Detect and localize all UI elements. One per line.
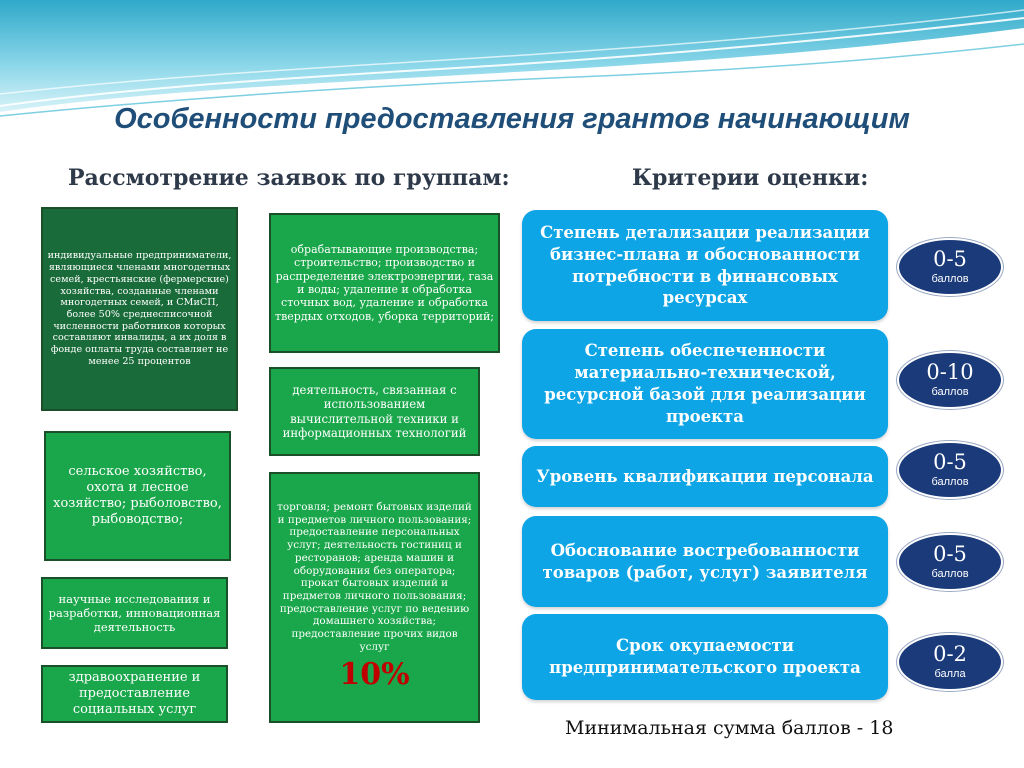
score-badge	[897, 441, 1003, 499]
score-range: 0-2	[933, 642, 967, 666]
criterion-demand-justification	[522, 516, 888, 607]
score-badge	[897, 633, 1003, 691]
percent-label: 10%	[339, 657, 410, 693]
score-range: 0-5	[933, 247, 967, 271]
score-range: 0-5	[933, 542, 967, 566]
group-box-healthcare	[41, 665, 228, 723]
group-box-agriculture	[44, 431, 231, 561]
criterion-payback-period	[522, 614, 888, 700]
group-text: торговля; ремонт бытовых изделий и предметов личного пользования; предоставление персональных услуг; деятельность гостиниц и ресторанов; аренда машин и оборудования без оператора; прокат бытовых изделий и предметов личного пользования; предоставление услуг по ведению домашнего хозяйства; предоставление прочих видов услуг	[277, 501, 472, 653]
criterion-business-plan	[522, 210, 888, 321]
criterion-text: Уровень квалификации персонала	[536, 466, 874, 486]
group-text: деятельность, связанная с использованием вычислительной техники и информационных технологий	[282, 382, 467, 440]
group-text: индивидуальные предприниматели, являющиеся членами многодетных семей, крестьянские (фермерские) хозяйства, созданные членами многодетных семей, и СМиСП, более 50% среднесписочной численности работников которых составляют инвалиды, а их доля в фонде оплаты труда составляет не менее 25 процентов	[47, 250, 232, 367]
criterion-text: Степень детализации реализации бизнес-плана и обоснованности потребности в финансовых ресурсах	[540, 222, 870, 308]
score-badge	[897, 238, 1003, 296]
score-range: 0-5	[933, 450, 967, 474]
score-unit: баллов	[931, 386, 969, 398]
group-text: обрабатывающие производства; строительство; производство и распределение электроэнергии, газа и воды; удаление и обработка сточных вод, удаление и обработка твердых отходов, уборка территорий;	[275, 242, 494, 323]
score-badge	[897, 351, 1003, 409]
group-text: сельское хозяйство, охота и лесное хозяйство; рыболовство, рыбоводство;	[53, 464, 222, 527]
score-unit: баллов	[931, 273, 969, 285]
group-text: научные исследования и разработки, инновационная деятельность	[48, 591, 221, 634]
score-range: 0-10	[926, 360, 974, 384]
criterion-text: Обоснование востребованности товаров (работ, услуг) заявителя	[542, 540, 868, 582]
slide-title: Особенности предоставления грантов начинающим	[114, 103, 910, 135]
group-text: здравоохранение и предоставление социальных услуг	[68, 670, 201, 717]
group-box-research	[41, 577, 228, 649]
group-box-manufacturing	[269, 213, 500, 353]
score-unit: баллов	[931, 568, 969, 580]
group-box-it	[269, 367, 480, 456]
minimum-score-note: Минимальная сумма баллов - 18	[565, 717, 894, 739]
score-badge	[897, 533, 1003, 591]
criterion-material-base	[522, 329, 888, 439]
group-box-trade-services	[269, 472, 480, 723]
score-unit: баллов	[931, 476, 969, 488]
criteria-heading: Критерии оценки:	[632, 165, 869, 191]
group-box-large-families	[41, 207, 238, 411]
criterion-text: Срок окупаемости предпринимательского проекта	[549, 636, 861, 677]
criterion-staff-qualification	[522, 446, 888, 507]
criterion-text: Степень обеспеченности материально-технической, ресурсной базой для реализации проекта	[544, 341, 866, 426]
score-unit: балла	[934, 668, 966, 680]
groups-heading: Рассмотрение заявок по группам:	[68, 165, 510, 191]
